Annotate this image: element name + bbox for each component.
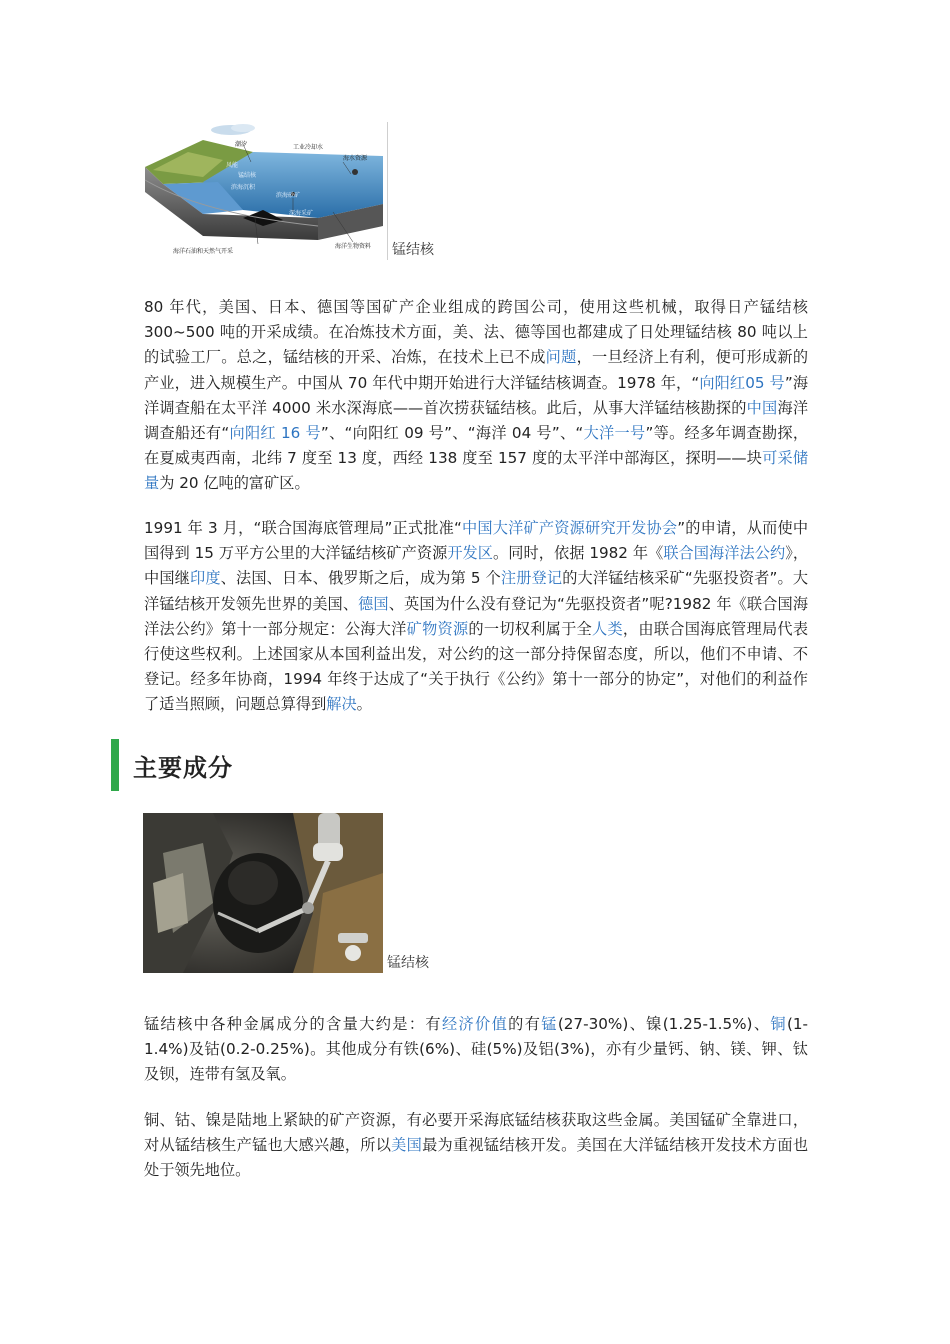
text-run: (27-30%)、镍(1.25-1.5%)、 bbox=[557, 1015, 771, 1033]
diagram-label-nodule: 锰结核 bbox=[238, 172, 257, 179]
text-run: 、法国、日本、俄罗斯之后，成为第 5 个 bbox=[220, 569, 501, 588]
text-run: ”海洋调查船在太平洋 4000 米水深海底——首次捞获锰结核。此后，从事大洋锰结核勘探的 bbox=[144, 373, 809, 417]
text-run: 》，中国继 bbox=[144, 544, 809, 588]
diagram-label-wind: 风能 bbox=[226, 162, 239, 169]
section-heading-main-components bbox=[111, 739, 233, 791]
text-run: ”、“向阳红 09 号”、“海洋 04 号”、“ bbox=[320, 424, 584, 443]
ocean-resources-diagram bbox=[143, 122, 388, 260]
link-xiangyanghong-16[interactable]: 向阳红 16 号 bbox=[229, 424, 321, 443]
text-run: 为 20 亿吨的富矿区。 bbox=[159, 474, 310, 493]
figure-ocean-resources bbox=[143, 122, 434, 260]
diagram-label-coastal-placer: 滨海砂矿 bbox=[276, 192, 301, 199]
link-mankind[interactable]: 人类 bbox=[592, 619, 623, 638]
link-manganese[interactable]: 锰 bbox=[541, 1015, 558, 1033]
diagram-label-oil-gas: 海洋石油和天然气开采 bbox=[173, 248, 234, 255]
text-run: 的大洋锰结核采矿“先驱投资者”。大洋锰结核开发领先世界的美国、 bbox=[144, 569, 809, 613]
link-mineral-resources[interactable]: 矿物资源 bbox=[406, 619, 469, 638]
paragraph-registration bbox=[144, 516, 808, 718]
text-run: (1-1.4%)及钴(0.2-0.25%)。其他成分有铁(6%)、硅(5%)及铝(3%)，亦有少量钙、钠、镁、钾、钛及钡，连带有氢及氧。 bbox=[144, 1015, 809, 1084]
link-germany[interactable]: 德国 bbox=[358, 594, 389, 613]
photo-graphic bbox=[143, 813, 383, 973]
paragraph-history bbox=[144, 295, 808, 497]
text-run: ”的申请，从而使中国得到 15 万平方公里的大洋锰结核矿产资源 bbox=[144, 519, 809, 563]
link-problem[interactable]: 问题 bbox=[545, 348, 577, 367]
text-run: 海洋调查船还有“ bbox=[144, 398, 809, 443]
seabed-robot-photo bbox=[143, 813, 383, 973]
link-xiangyanghong-05[interactable]: 向阳红05 号 bbox=[699, 373, 785, 392]
link-usa[interactable]: 美国 bbox=[391, 1136, 423, 1155]
section-title: 主要成分 bbox=[133, 753, 233, 782]
diagram-label-coastal-sediment: 滨海沉积 bbox=[231, 184, 256, 191]
link-recoverable-reserves[interactable]: 可采储量 bbox=[144, 449, 809, 493]
text-run: ，一旦经济上有利，便可形成新的产业，进入规模生产。中国从 70 年代中期开始进行大洋锰结核调查。1978 年，“ bbox=[144, 348, 809, 392]
text-run: 铜、钴、镍是陆地上紧缺的矿产资源，有必要开采海底锰结核获取这些金属。美国锰矿全靠进口，对从锰结核生产锰也大感兴趣，所以 bbox=[144, 1111, 808, 1155]
text-run: ”等。经多年调查勘探，在夏威夷西南，北纬 7 度至 13 度，西经 138 度至 157 度的太平洋中部海区，探明——块 bbox=[144, 424, 809, 468]
diagram-label-marine-bio: 海洋生物资料 bbox=[335, 243, 372, 250]
text-run: 的有 bbox=[508, 1015, 542, 1033]
link-copper[interactable]: 铜 bbox=[770, 1015, 787, 1033]
text-run: 、英国为什么没有登记为“先驱投资者”呢?1982 年《联合国海洋法公约》第十一部分规定：公海大洋 bbox=[144, 594, 809, 638]
figure-caption: 锰结核 bbox=[387, 955, 429, 971]
link-china[interactable]: 中国 bbox=[746, 398, 778, 417]
link-development-zone[interactable]: 开发区 bbox=[447, 544, 494, 563]
diagram-graphic bbox=[143, 122, 387, 260]
text-run: 。同时，依据 1982 年《 bbox=[493, 544, 664, 563]
link-dayang-yihao[interactable]: 大洋一号 bbox=[583, 424, 646, 443]
diagram-label-tide: 潮汐 bbox=[235, 141, 248, 148]
section-accent-bar bbox=[111, 739, 119, 791]
text-run: 最为重视锰结核开发。美国在大洋锰结核开发技术方面也处于领先地位。 bbox=[144, 1136, 809, 1180]
link-resolve[interactable]: 解决 bbox=[326, 695, 357, 714]
text-run: 。 bbox=[356, 695, 372, 714]
link-comra[interactable]: 中国大洋矿产资源研究开发协会 bbox=[461, 519, 678, 537]
text-run: 1991 年 3 月，“联合国海底管理局”正式批准“ bbox=[144, 519, 462, 537]
diagram-label-industrial-cooling: 工业冷却水 bbox=[293, 144, 324, 151]
link-unclos[interactable]: 联合国海洋法公约 bbox=[663, 544, 786, 563]
text-run: 锰结核中各种金属成分的含量大约是：有 bbox=[144, 1015, 442, 1033]
link-economic-value[interactable]: 经济价值 bbox=[441, 1015, 509, 1033]
text-run: ，由联合国海底管理局代表行使这些权利。上述国家从本国利益出发，对公约的这一部分持保留态度，所以，他们不申请、不登记。经多年协商，1994 年终于达成了“关于执行《公约》第十一部分的协定”，对他们的利益作了适当照顾，问题总算得到 bbox=[144, 619, 809, 714]
paragraph-composition bbox=[144, 1012, 808, 1088]
paragraph-us-interest bbox=[144, 1108, 808, 1184]
figure-nodule-photo bbox=[143, 813, 429, 973]
figure-caption: 锰结核 bbox=[392, 242, 434, 258]
link-registration[interactable]: 注册登记 bbox=[500, 569, 563, 588]
diagram-label-seawater: 海水资源 bbox=[343, 155, 368, 162]
text-run: 的一切权利属于全 bbox=[468, 619, 593, 638]
diagram-label-deep-mining: 深海采矿 bbox=[289, 210, 314, 217]
text-run: 80 年代，美国、日本、德国等国矿产企业组成的跨国公司，使用这些机械，取得日产锰结核300~500 吨的开采成绩。在冶炼技术方面，美、法、德等国也都建成了日处理锰结核 80 吨以上的试验工厂。总之，锰结核的开采、冶炼，在技术上已不成 bbox=[144, 298, 808, 367]
link-india[interactable]: 印度 bbox=[190, 569, 221, 588]
